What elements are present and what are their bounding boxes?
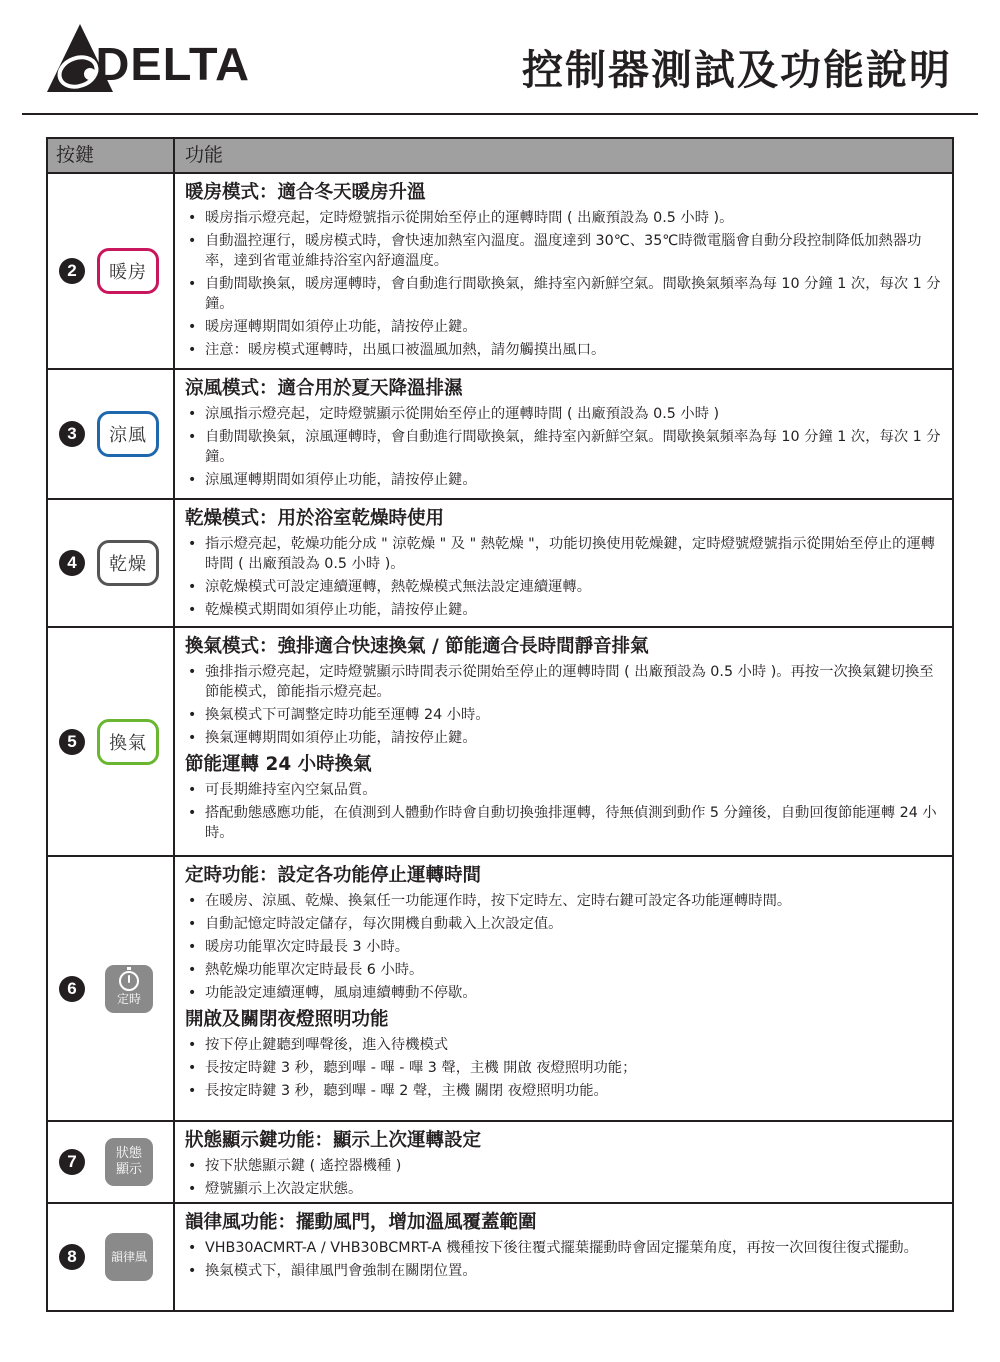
dry-button: 乾燥	[97, 540, 159, 586]
function-table	[46, 137, 954, 1312]
status-button-label-line1: 狀態	[115, 1146, 142, 1161]
number-badge: 5	[59, 729, 85, 755]
number-badge: 3	[59, 421, 85, 447]
list-item: • 按下停止鍵聽到嗶聲後，進入待機模式	[185, 1035, 944, 1055]
list-item: • 注意：暖房模式運轉時，出風口被溫風加熱，請勿觸摸出風口。	[185, 340, 944, 360]
number-badge: 8	[59, 1244, 85, 1270]
section-title: 節能運轉 24 小時換氣	[185, 754, 372, 775]
table-row-timer	[48, 857, 952, 1122]
page-title: 控制器測試及功能說明	[522, 46, 952, 94]
function-cell	[175, 628, 952, 855]
list-item: • 涼風運轉期間如須停止功能，請按停止鍵。	[185, 470, 944, 490]
key-cell	[48, 370, 175, 498]
table-row-cool	[48, 370, 952, 500]
table-row-heat	[48, 174, 952, 370]
ventilation-button: 換氣	[97, 719, 159, 765]
heat-button: 暖房	[97, 248, 159, 294]
key-cell	[48, 1122, 175, 1202]
timer-button	[105, 965, 153, 1013]
column-header-key: 按鍵	[48, 139, 175, 172]
function-cell	[175, 500, 952, 626]
key-cell	[48, 500, 175, 626]
section-title: 涼風模式：適合用於夏天降溫排濕	[185, 378, 463, 399]
list-item: • 涼風指示燈亮起，定時燈號顯示從開始至停止的運轉時間 ( 出廠預設為 0.5 小時 )	[185, 404, 944, 424]
function-cell	[175, 174, 952, 368]
column-header-function: 功能	[185, 144, 224, 166]
list-item: • VHB30ACMRT-A / VHB30BCMRT-A 機種按下後往覆式擺葉擺動時會固定擺葉角度，再按一次回復往復式擺動。	[185, 1238, 944, 1258]
list-item: • 暖房功能單次定時最長 3 小時。	[185, 937, 944, 957]
section-title: 換氣模式：強排適合快速換氣 / 節能適合長時間靜音排氣	[185, 636, 649, 657]
number-badge: 4	[59, 550, 85, 576]
section-title: 定時功能：設定各功能停止運轉時間	[185, 865, 482, 886]
section-title: 暖房模式：適合冬天暖房升溫	[185, 182, 426, 203]
list-item: • 指示燈亮起，乾燥功能分成 " 涼乾燥 " 及 " 熱乾燥 "，功能切換使用乾燥鍵，定時燈號燈號指示從開始至停止的運轉時間 ( 出廠預設為 0.5 小時 )。	[185, 534, 944, 574]
list-item: • 長按定時鍵 3 秒，聽到嗶 - 嗶 - 嗶 3 聲，主機 開啟 夜燈照明功能；	[185, 1058, 944, 1078]
section-title: 狀態顯示鍵功能：顯示上次運轉設定	[185, 1130, 482, 1151]
number-badge: 6	[59, 976, 85, 1002]
page-header	[0, 0, 1000, 118]
list-item: • 自動記憶定時設定儲存，每次開機自動載入上次設定值。	[185, 914, 944, 934]
list-item: • 燈號顯示上次設定狀態。	[185, 1179, 944, 1199]
table-row-ventilation	[48, 628, 952, 857]
section-title: 韻律風功能：擺動風門，增加溫風覆蓋範圍	[185, 1212, 537, 1233]
table-row-swing	[48, 1204, 952, 1310]
list-item: • 暖房運轉期間如須停止功能，請按停止鍵。	[185, 317, 944, 337]
function-cell	[175, 1204, 952, 1310]
list-item: • 自動溫控運行，暖房模式時，會快速加熱室內溫度。溫度達到 30℃、35℃時微電腦會自動分段控制降低加熱器功率，達到省電並維持浴室內舒適溫度。	[185, 231, 944, 271]
timer-icon	[119, 971, 139, 991]
function-cell	[175, 857, 952, 1120]
section-title: 開啟及關閉夜燈照明功能	[185, 1009, 389, 1030]
function-cell	[175, 370, 952, 498]
number-badge: 2	[59, 258, 85, 284]
number-badge: 7	[59, 1149, 85, 1175]
list-item: • 自動間歇換氣，暖房運轉時，會自動進行間歇換氣，維持室內新鮮空氣。間歇換氣頻率為每 10 分鐘 1 次，每次 1 分鐘。	[185, 274, 944, 314]
list-item: • 功能設定連續運轉，風扇連續轉動不停歇。	[185, 983, 944, 1003]
list-item: • 乾燥模式期間如須停止功能，請按停止鍵。	[185, 600, 944, 620]
swing-button: 韻律風	[105, 1233, 153, 1281]
function-cell	[175, 1122, 952, 1202]
list-item: • 強排指示燈亮起，定時燈號顯示時間表示從開始至停止的運轉時間 ( 出廠預設為 0.5 小時 )。再按一次換氣鍵切換至節能模式，節能指示燈亮起。	[185, 662, 944, 702]
header-divider	[22, 113, 978, 115]
table-row-dry	[48, 500, 952, 628]
key-cell	[48, 628, 175, 855]
list-item: • 在暖房、涼風、乾燥、換氣任一功能運作時，按下定時左、定時右鍵可設定各功能運轉時間。	[185, 891, 944, 911]
key-cell	[48, 857, 175, 1120]
cool-button: 涼風	[97, 411, 159, 457]
table-header	[48, 139, 952, 174]
list-item: • 按下狀態顯示鍵 ( 遙控器機種 )	[185, 1156, 944, 1176]
status-button-label-line2: 顯示	[115, 1162, 142, 1177]
list-item: • 自動間歇換氣，涼風運轉時，會自動進行間歇換氣，維持室內新鮮空氣。間歇換氣頻率為每 10 分鐘 1 次，每次 1 分鐘。	[185, 427, 944, 467]
list-item: • 暖房指示燈亮起，定時燈號指示從開始至停止的運轉時間 ( 出廠預設為 0.5 小時 )。	[185, 208, 944, 228]
status-display-button	[105, 1138, 153, 1186]
key-cell	[48, 174, 175, 368]
list-item: • 熱乾燥功能單次定時最長 6 小時。	[185, 960, 944, 980]
list-item: • 長按定時鍵 3 秒，聽到嗶 - 嗶 2 聲，主機 關閉 夜燈照明功能。	[185, 1081, 944, 1101]
section-title: 乾燥模式：用於浴室乾燥時使用	[185, 508, 445, 529]
list-item: • 涼乾燥模式可設定連續運轉，熱乾燥模式無法設定連續運轉。	[185, 577, 944, 597]
list-item: • 換氣運轉期間如須停止功能，請按停止鍵。	[185, 728, 944, 748]
brand-name: DELTA	[95, 38, 251, 90]
timer-button-label: 定時	[116, 991, 141, 1006]
key-cell	[48, 1204, 175, 1310]
table-row-status	[48, 1122, 952, 1204]
list-item: • 搭配動態感應功能，在偵測到人體動作時會自動切換強排運轉，待無偵測到動作 5 分鐘後，自動回復節能運轉 24 小時。	[185, 803, 944, 843]
list-item: • 可長期維持室內空氣品質。	[185, 780, 944, 800]
list-item: • 換氣模式下，韻律風門會強制在關閉位置。	[185, 1261, 944, 1281]
list-item: • 換氣模式下可調整定時功能至運轉 24 小時。	[185, 705, 944, 725]
